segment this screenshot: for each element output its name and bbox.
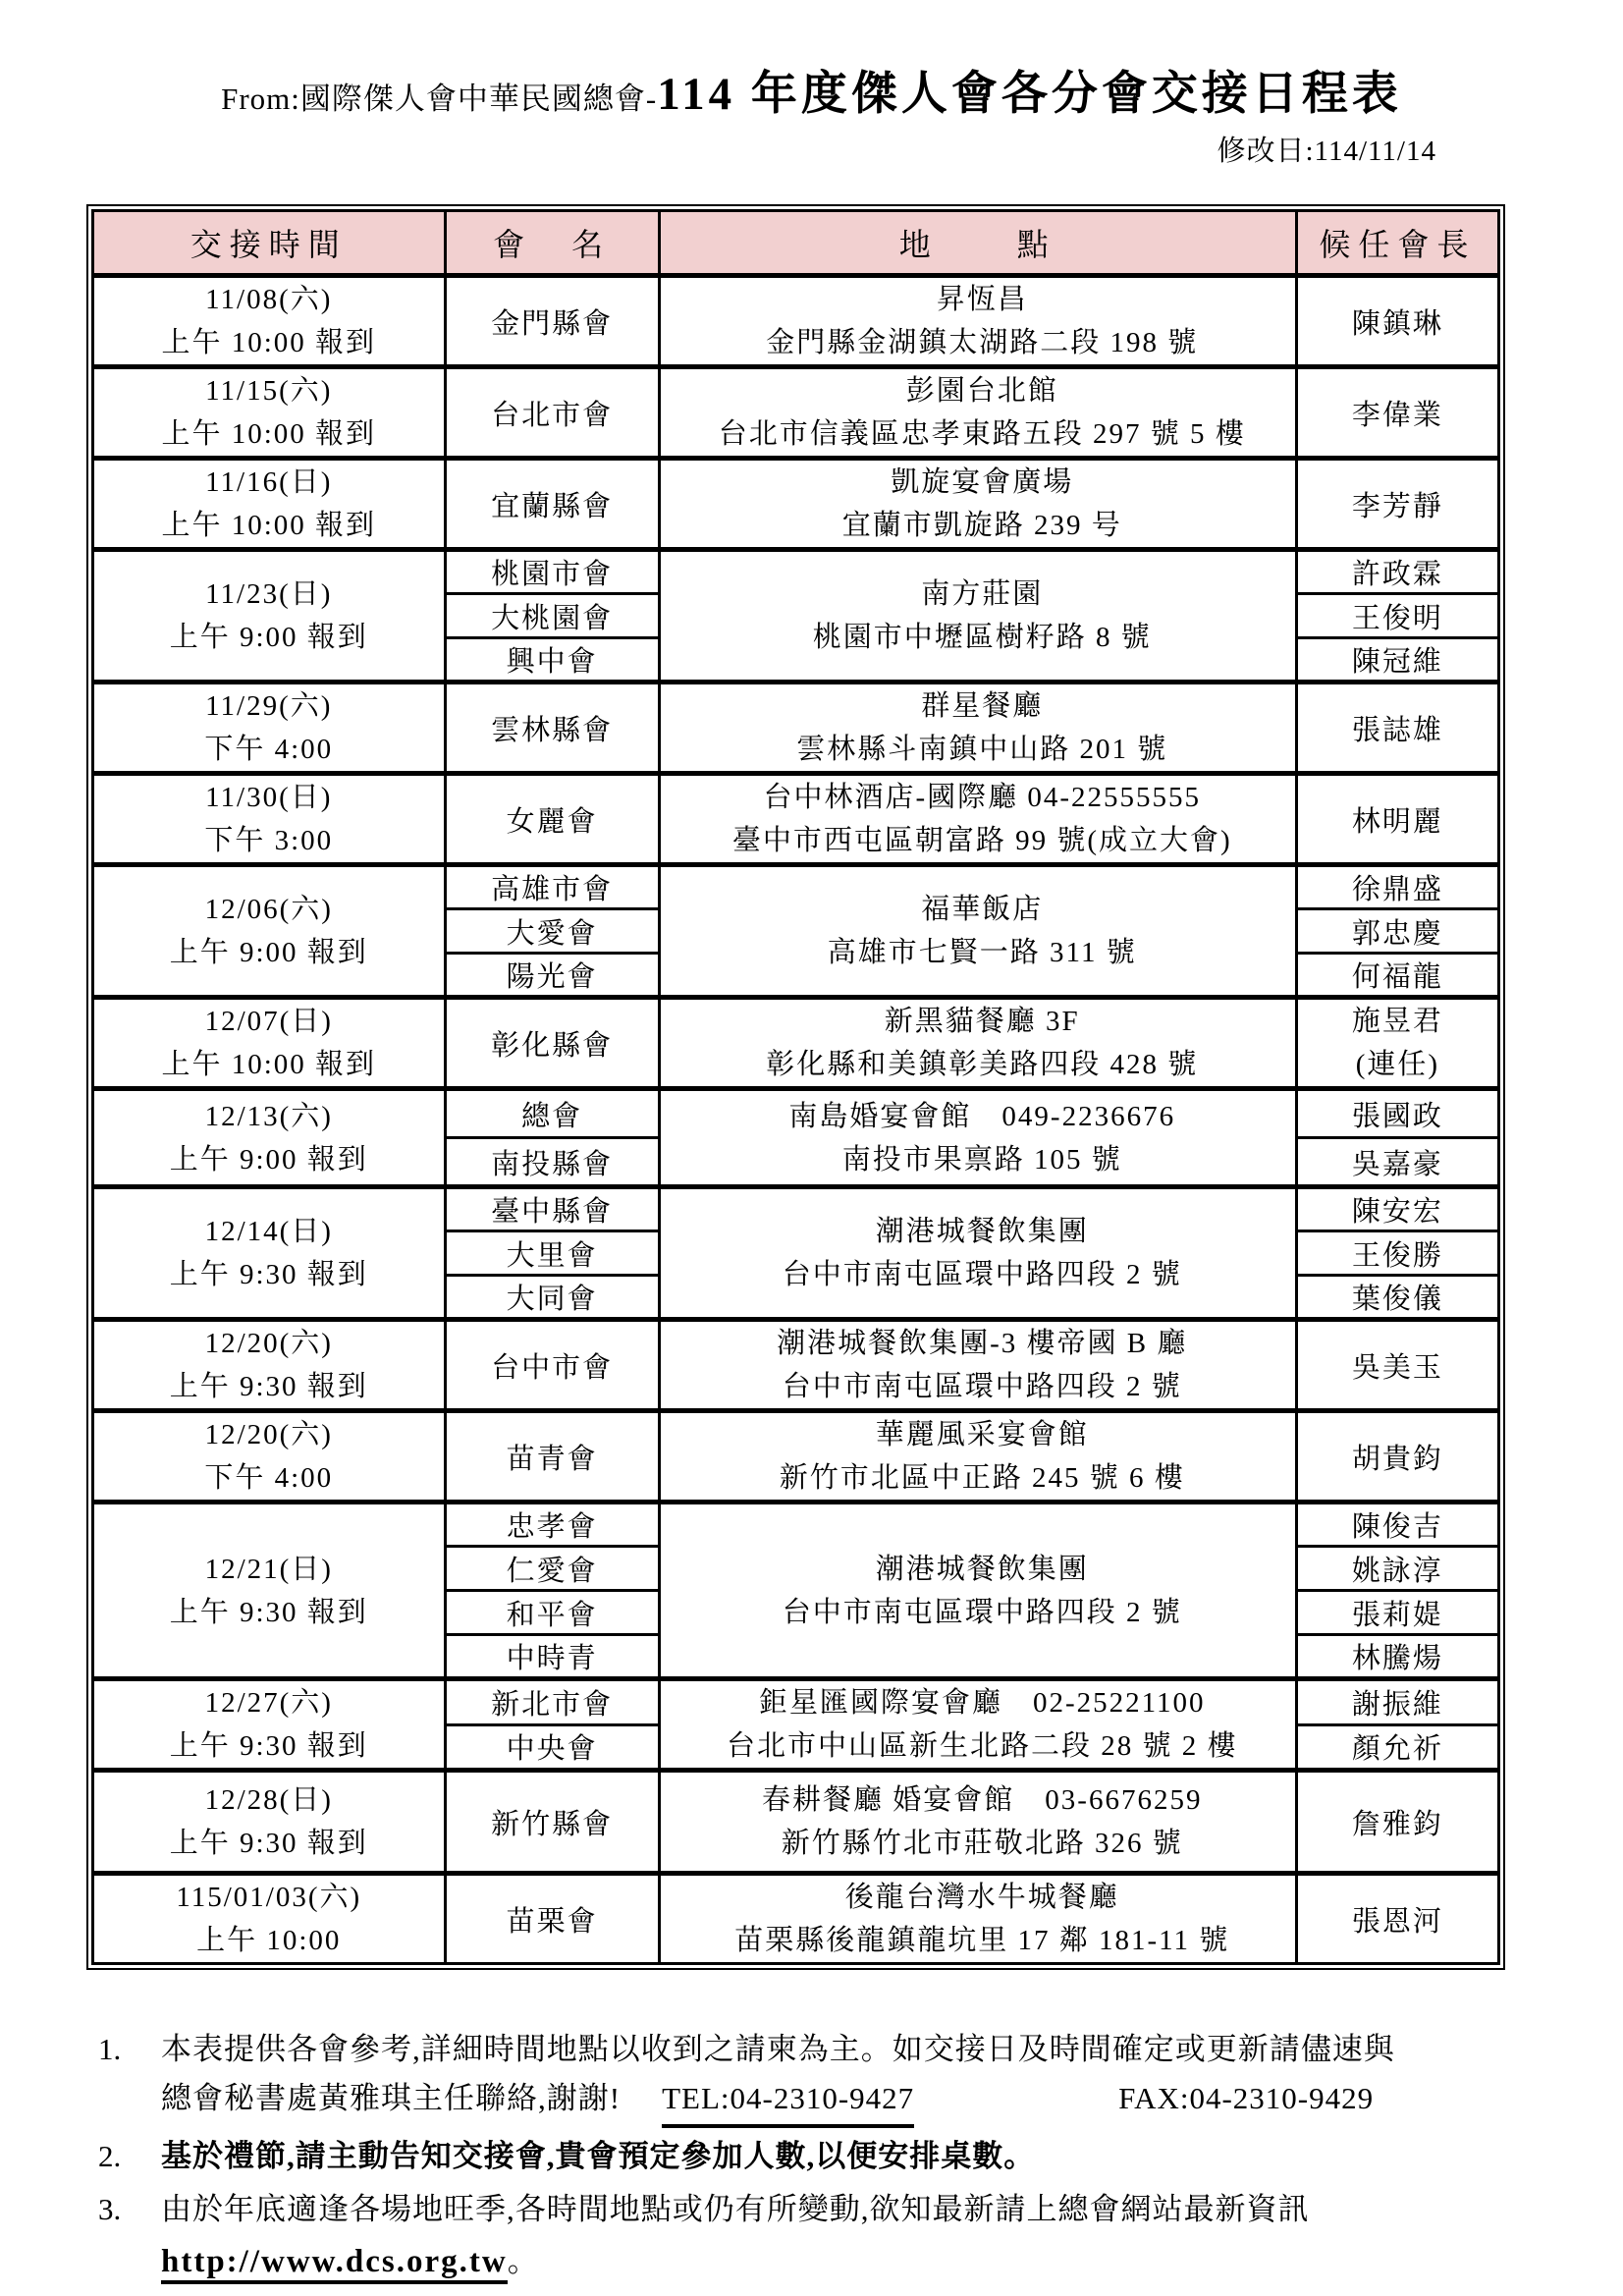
location-cell: 華麗風采宴會館 新竹市北區中正路 245 號 6 樓	[659, 1411, 1296, 1503]
footer-notes	[98, 2025, 1551, 2289]
location-cell: 新黑貓餐廳 3F 彰化縣和美鎮彰美路四段 428 號	[659, 998, 1296, 1089]
president-cell: 陳冠維	[1296, 638, 1498, 683]
chapter-cell: 新北市會	[445, 1679, 659, 1725]
table-row	[93, 1679, 1499, 1725]
table-row	[93, 683, 1499, 774]
president-cell: 胡貴鈞	[1296, 1411, 1498, 1503]
time-cell: 11/23(日) 上午 9:00 報到	[93, 550, 446, 683]
president-cell: 何福龍	[1296, 954, 1498, 998]
chapter-cell: 高雄市會	[445, 865, 659, 909]
title-main: 114 年度傑人會各分會交接日程表	[657, 69, 1402, 120]
president-cell: 吳嘉豪	[1296, 1138, 1498, 1187]
chapter-cell: 大愛會	[445, 909, 659, 954]
time-cell: 11/16(日) 上午 10:00 報到	[93, 459, 446, 550]
time-cell: 11/29(六) 下午 4:00	[93, 683, 446, 774]
time-cell: 12/20(六) 下午 4:00	[93, 1411, 446, 1503]
table-row	[93, 1320, 1499, 1411]
location-cell: 彭園台北館 台北市信義區忠孝東路五段 297 號 5 樓	[659, 367, 1296, 459]
note-text: 由於年底適逢各場地旺季,各時間地點或仍有所變動,欲知最新請上總會網站最新資訊 http://www.dcs.org.tw。	[161, 2185, 1551, 2289]
table-row	[93, 1874, 1499, 1964]
location-cell: 南島婚宴會館 049-2236676 南投市果禀路 105 號	[659, 1089, 1296, 1187]
table-row	[93, 1503, 1499, 1547]
chapter-cell: 和平會	[445, 1591, 659, 1635]
note-number: 3.	[98, 2192, 122, 2226]
time-cell: 12/28(日) 上午 9:30 報到	[93, 1771, 446, 1874]
time-cell: 12/20(六) 上午 9:30 報到	[93, 1320, 446, 1411]
chapter-cell: 彰化縣會	[445, 998, 659, 1089]
president-cell: 葉俊儀	[1296, 1276, 1498, 1320]
time-cell: 12/27(六) 上午 9:30 報到	[93, 1679, 446, 1771]
location-cell: 昇恆昌 金門縣金湖鎮太湖路二段 198 號	[659, 276, 1296, 367]
president-cell: 許政霖	[1296, 550, 1498, 594]
president-cell: 陳安宏	[1296, 1187, 1498, 1231]
location-cell: 鉅星匯國際宴會廳 02-25221100 台北市中山區新生北路二段 28 號 2 樓	[659, 1679, 1296, 1771]
note-1	[98, 2025, 1551, 2128]
table-row	[93, 1771, 1499, 1874]
table-row	[93, 459, 1499, 550]
chapter-cell: 興中會	[445, 638, 659, 683]
president-cell: 林騰煬	[1296, 1635, 1498, 1679]
table-row	[93, 865, 1499, 909]
chapter-cell: 臺中縣會	[445, 1187, 659, 1231]
chapter-cell: 陽光會	[445, 954, 659, 998]
location-cell: 潮港城餐飲集團-3 樓帝國 B 廳 台中市南屯區環中路四段 2 號	[659, 1320, 1296, 1411]
time-cell: 11/08(六) 上午 10:00 報到	[93, 276, 446, 367]
chapter-cell: 台北市會	[445, 367, 659, 459]
chapter-cell: 苗青會	[445, 1411, 659, 1503]
chapter-cell: 雲林縣會	[445, 683, 659, 774]
location-cell: 春耕餐廳 婚宴會館 03-6676259 新竹縣竹北市莊敬北路 326 號	[659, 1771, 1296, 1874]
president-cell: 張國政	[1296, 1089, 1498, 1138]
chapter-cell: 仁愛會	[445, 1547, 659, 1591]
header-time: 交接時間	[93, 211, 446, 276]
president-cell: 陳鎮琳	[1296, 276, 1498, 367]
note-2	[98, 2132, 1551, 2181]
president-cell: 李偉業	[1296, 367, 1498, 459]
table-row	[93, 998, 1499, 1089]
president-cell: 徐鼎盛	[1296, 865, 1498, 909]
president-cell: 王俊明	[1296, 594, 1498, 638]
chapter-cell: 宜蘭縣會	[445, 459, 659, 550]
president-cell: 李芳靜	[1296, 459, 1498, 550]
header-chapter: 會 名	[445, 211, 659, 276]
note-text: 基於禮節,請主動告知交接會,貴會預定參加人數,以便安排桌數。	[161, 2139, 1036, 2173]
chapter-cell: 苗栗會	[445, 1874, 659, 1964]
president-cell: 謝振維	[1296, 1679, 1498, 1725]
location-cell: 後龍台灣水牛城餐廳 苗栗縣後龍鎮龍坑里 17 鄰 181-11 號	[659, 1874, 1296, 1964]
chapter-cell: 台中市會	[445, 1320, 659, 1411]
note-3	[98, 2185, 1551, 2289]
header-row	[93, 211, 1499, 276]
table-row	[93, 1187, 1499, 1231]
location-cell: 潮港城餐飲集團 台中市南屯區環中路四段 2 號	[659, 1187, 1296, 1320]
chapter-cell: 南投縣會	[445, 1138, 659, 1187]
time-cell: 11/15(六) 上午 10:00 報到	[93, 367, 446, 459]
location-cell: 群星餐廳 雲林縣斗南鎮中山路 201 號	[659, 683, 1296, 774]
note-text: 本表提供各會參考,詳細時間地點以收到之請柬為主。如交接日及時間確定或更新請儘速與 總會秘書處黃雅琪主任聯絡,謝謝! TEL:04-2310-9427 FAX:04-2310-9429	[161, 2025, 1551, 2128]
location-cell: 台中林酒店-國際廳 04-22555555 臺中市西屯區朝富路 99 號(成立大會)	[659, 774, 1296, 865]
table-row	[93, 1089, 1499, 1138]
time-cell: 115/01/03(六) 上午 10:00	[93, 1874, 446, 1964]
chapter-cell: 大桃園會	[445, 594, 659, 638]
website-link[interactable]: http://www.dcs.org.tw	[161, 2244, 508, 2284]
chapter-cell: 中時青	[445, 1635, 659, 1679]
president-cell: 林明麗	[1296, 774, 1498, 865]
time-cell: 12/14(日) 上午 9:30 報到	[93, 1187, 446, 1320]
president-cell: 詹雅鈞	[1296, 1771, 1498, 1874]
chapter-cell: 新竹縣會	[445, 1771, 659, 1874]
table-row	[93, 550, 1499, 594]
president-cell: 陳俊吉	[1296, 1503, 1498, 1547]
location-cell: 凱旋宴會廣場 宜蘭市凱旋路 239 号	[659, 459, 1296, 550]
table-row	[93, 1411, 1499, 1503]
chapter-cell: 大同會	[445, 1276, 659, 1320]
chapter-cell: 桃園市會	[445, 550, 659, 594]
president-cell: 王俊勝	[1296, 1231, 1498, 1276]
president-cell: 施昱君 (連任)	[1296, 998, 1498, 1089]
header-president: 候任會長	[1296, 211, 1498, 276]
chapter-cell: 中央會	[445, 1724, 659, 1771]
president-cell: 顏允祈	[1296, 1724, 1498, 1771]
location-cell: 福華飯店 高雄市七賢一路 311 號	[659, 865, 1296, 998]
president-cell: 張誌雄	[1296, 683, 1498, 774]
page-title	[0, 0, 1623, 123]
chapter-cell: 總會	[445, 1089, 659, 1138]
fax-number: FAX:04-2310-9429	[1118, 2081, 1375, 2115]
revision-date: 修改日:114/11/14	[1217, 136, 1436, 167]
schedule-table	[91, 209, 1500, 1965]
chapter-cell: 女麗會	[445, 774, 659, 865]
header-location: 地 點	[659, 211, 1296, 276]
note-number: 2.	[98, 2139, 122, 2173]
chapter-cell: 大里會	[445, 1231, 659, 1276]
table-row	[93, 774, 1499, 865]
url-suffix: 。	[507, 2244, 539, 2278]
time-cell: 12/21(日) 上午 9:30 報到	[93, 1503, 446, 1679]
chapter-cell: 金門縣會	[445, 276, 659, 367]
note-number: 1.	[98, 2032, 122, 2066]
location-cell: 潮港城餐飲集團 台中市南屯區環中路四段 2 號	[659, 1503, 1296, 1679]
time-cell: 12/13(六) 上午 9:00 報到	[93, 1089, 446, 1187]
time-cell: 12/06(六) 上午 9:00 報到	[93, 865, 446, 998]
president-cell: 吳美玉	[1296, 1320, 1498, 1411]
tel-number: TEL:04-2310-9427	[662, 2074, 914, 2128]
president-cell: 姚詠淳	[1296, 1547, 1498, 1591]
president-cell: 郭忠慶	[1296, 909, 1498, 954]
table-row	[93, 276, 1499, 367]
time-cell: 12/07(日) 上午 10:00 報到	[93, 998, 446, 1089]
table-row	[93, 367, 1499, 459]
title-from-prefix: From:國際傑人會中華民國總會-	[221, 82, 658, 116]
president-cell: 張莉媞	[1296, 1591, 1498, 1635]
schedule-table-frame	[86, 204, 1505, 1970]
chapter-cell: 忠孝會	[445, 1503, 659, 1547]
time-cell: 11/30(日) 下午 3:00	[93, 774, 446, 865]
location-cell: 南方莊園 桃園市中壢區樹籽路 8 號	[659, 550, 1296, 683]
president-cell: 張恩河	[1296, 1874, 1498, 1964]
